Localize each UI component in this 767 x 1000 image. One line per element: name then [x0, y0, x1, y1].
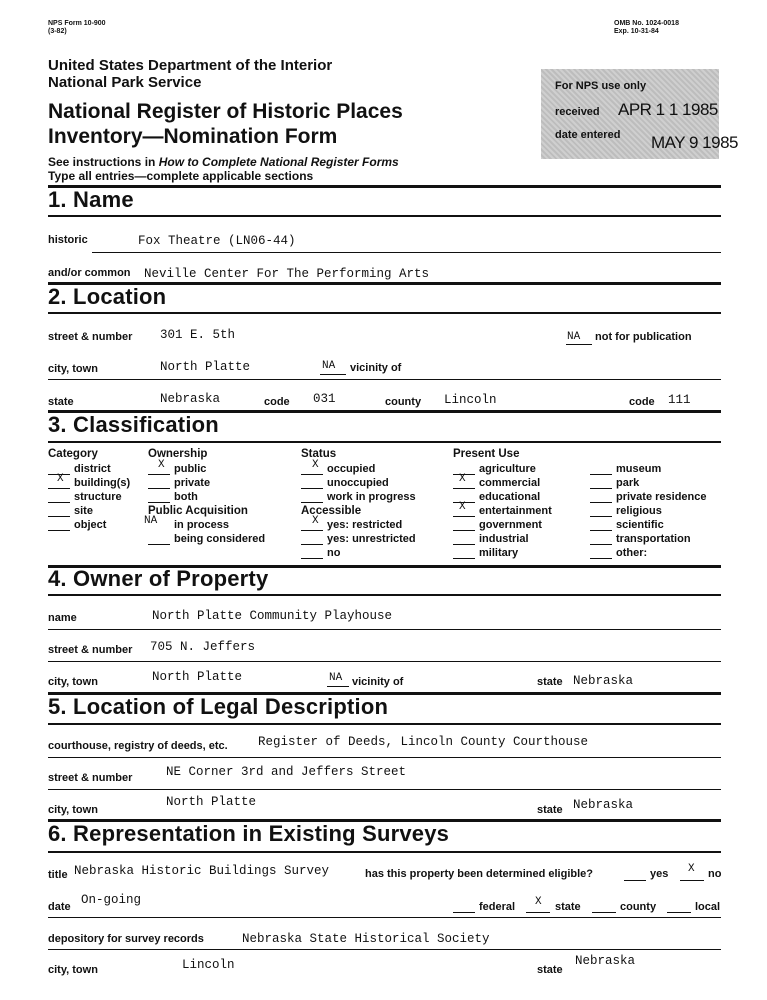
checkbox-line: [667, 912, 691, 913]
county-code-field[interactable]: 111: [668, 393, 691, 407]
category-building-mark[interactable]: X: [57, 473, 64, 485]
form-title-line2: Inventory—Nomination Form: [48, 125, 338, 148]
field-line: [48, 949, 721, 950]
category-structure[interactable]: structure: [74, 491, 122, 503]
owner-city-label: city, town: [48, 676, 98, 688]
owner-state-label: state: [537, 676, 563, 688]
section-1-heading: 1. Name: [48, 187, 134, 212]
county-field[interactable]: Lincoln: [444, 393, 497, 407]
checkbox-line: [148, 488, 170, 489]
checkbox-line: [590, 558, 612, 559]
use-educational[interactable]: educational: [479, 491, 541, 503]
county-label: county: [385, 396, 422, 408]
use-museum[interactable]: museum: [616, 463, 662, 475]
owner-city-field[interactable]: North Platte: [152, 670, 243, 684]
legal-city-field[interactable]: North Platte: [166, 795, 257, 809]
ownership-header: Ownership: [148, 448, 208, 460]
street-number-field[interactable]: 301 E. 5th: [160, 328, 236, 342]
accessible-restricted-mark[interactable]: X: [312, 515, 319, 527]
vicinity-mark[interactable]: NA: [322, 360, 336, 372]
section-rule: [48, 723, 721, 725]
state-field[interactable]: Nebraska: [160, 392, 221, 406]
survey-title-field[interactable]: Nebraska Historic Buildings Survey: [74, 864, 330, 878]
section-3-heading: 3. Classification: [48, 412, 219, 437]
date-entered-stamp: MAY 9 1985: [651, 133, 738, 152]
checkbox-line: [526, 912, 550, 913]
section-2-heading: 2. Location: [48, 284, 167, 309]
acquisition-in-process[interactable]: in process: [174, 519, 230, 531]
checkbox-line: [453, 488, 475, 489]
ownership-both[interactable]: both: [174, 491, 198, 503]
use-industrial[interactable]: industrial: [479, 533, 529, 545]
level-federal[interactable]: federal: [479, 901, 516, 913]
level-local[interactable]: local: [695, 901, 721, 913]
date-entered-label: date entered: [555, 129, 621, 141]
use-religious[interactable]: religious: [616, 505, 662, 517]
checkbox-line: [148, 502, 170, 503]
ownership-public-mark[interactable]: X: [158, 459, 165, 471]
category-site[interactable]: site: [74, 505, 93, 517]
checkbox-line: [301, 502, 323, 503]
checkbox-line: [590, 502, 612, 503]
checkbox-line: [453, 544, 475, 545]
checkbox-line: [48, 488, 70, 489]
owner-state-field[interactable]: Nebraska: [573, 674, 634, 688]
checkbox-line: [148, 474, 170, 475]
field-line: [566, 344, 592, 345]
section-rule: [48, 215, 721, 217]
vicinity-label: vicinity of: [350, 362, 402, 374]
use-agriculture[interactable]: agriculture: [479, 463, 536, 475]
checkbox-line: [301, 530, 323, 531]
instructions-line2: Type all entries—complete applicable sections: [48, 169, 314, 183]
state-code-field[interactable]: 031: [313, 392, 336, 406]
survey-date-label: date: [48, 901, 71, 913]
instructions-title: How to Complete National Register Forms: [158, 155, 399, 169]
form-title-line1: National Register of Historic Places: [48, 100, 403, 123]
form-revision: (3-82): [48, 28, 67, 35]
owner-name-field[interactable]: North Platte Community Playhouse: [152, 609, 393, 623]
expiration-date: Exp. 10-31-84: [614, 28, 659, 35]
owner-street-label: street & number: [48, 644, 133, 656]
received-stamp: APR 1 1 1985: [618, 100, 718, 119]
historic-label: historic: [48, 234, 88, 246]
city-town-label: city, town: [48, 363, 98, 375]
eligible-question: has this property been determined eligible?: [365, 868, 593, 880]
checkbox-line: [453, 516, 475, 517]
present-use-header: Present Use: [453, 448, 520, 460]
level-state[interactable]: state: [555, 901, 581, 913]
not-for-publication-label: not for publication: [595, 331, 692, 343]
legal-city-label: city, town: [48, 804, 98, 816]
field-line: [48, 917, 721, 918]
checkbox-line: [590, 488, 612, 489]
use-entertainment[interactable]: entertainment: [479, 505, 552, 517]
acquisition-being-considered[interactable]: being considered: [174, 533, 266, 545]
courthouse-field[interactable]: Register of Deeds, Lincoln County Courthouse: [258, 735, 589, 749]
checkbox-line: [590, 544, 612, 545]
use-commercial-mark[interactable]: X: [459, 473, 466, 485]
checkbox-line: [301, 544, 323, 545]
category-header: Category: [48, 448, 98, 460]
eligible-no-mark[interactable]: X: [688, 863, 695, 875]
accessible-unrestricted[interactable]: yes: unrestricted: [327, 533, 416, 545]
field-line: [92, 252, 721, 253]
accessible-no[interactable]: no: [327, 547, 341, 559]
accessible-restricted[interactable]: yes: restricted: [327, 519, 403, 531]
use-transportation[interactable]: transportation: [616, 533, 691, 545]
ownership-public[interactable]: public: [174, 463, 207, 475]
use-park[interactable]: park: [616, 477, 640, 489]
owner-name-label: name: [48, 612, 77, 624]
public-acquisition-header: Public Acquisition: [148, 505, 248, 517]
legal-street-field[interactable]: NE Corner 3rd and Jeffers Street: [166, 765, 407, 779]
status-occupied-mark[interactable]: X: [312, 459, 319, 471]
owner-vicinity-label: vicinity of: [352, 676, 404, 688]
courthouse-label: courthouse, registry of deeds, etc.: [48, 740, 228, 752]
checkbox-line: [48, 516, 70, 517]
survey-date-field[interactable]: On-going: [81, 893, 142, 907]
historic-name-field[interactable]: Fox Theatre (LN06-44): [138, 234, 296, 248]
common-name-field[interactable]: Neville Center For The Performing Arts: [144, 267, 430, 281]
status-unoccupied[interactable]: unoccupied: [327, 477, 389, 489]
section-rule: [48, 185, 721, 188]
survey-state-label: state: [537, 964, 563, 976]
field-line: [327, 686, 349, 687]
checkbox-line: [453, 530, 475, 531]
survey-city-label: city, town: [48, 964, 98, 976]
use-other[interactable]: other:: [616, 547, 648, 559]
checkbox-line: [624, 880, 646, 881]
common-name-label: and/or common: [48, 267, 131, 279]
section-rule: [48, 594, 721, 596]
checkbox-line: [48, 502, 70, 503]
section-rule: [48, 441, 721, 443]
checkbox-line: [301, 488, 323, 489]
checkbox-line: [148, 544, 170, 545]
not-for-publication-mark[interactable]: NA: [567, 331, 581, 343]
section-rule: [48, 312, 721, 314]
legal-street-label: street & number: [48, 772, 133, 784]
city-town-field[interactable]: North Platte: [160, 360, 251, 374]
field-line: [48, 661, 721, 662]
eligible-no-label[interactable]: no: [708, 868, 722, 880]
field-line: [48, 629, 721, 630]
department-name: United States Department of the Interior: [48, 57, 333, 74]
field-line: [320, 374, 346, 375]
form-number: NPS Form 10-900: [48, 20, 106, 27]
state-label: state: [48, 396, 74, 408]
checkbox-line: [453, 912, 475, 913]
use-government[interactable]: government: [479, 519, 542, 531]
checkbox-line: [453, 558, 475, 559]
checkbox-line: [301, 474, 323, 475]
section-5-heading: 5. Location of Legal Description: [48, 694, 389, 719]
checkbox-line: [590, 516, 612, 517]
checkbox-line: [680, 880, 704, 881]
legal-state-label: state: [537, 804, 563, 816]
county-code-label: code: [629, 396, 655, 408]
checkbox-line: [590, 530, 612, 531]
survey-title-label: title: [48, 869, 68, 881]
checkbox-line: [301, 558, 323, 559]
status-occupied[interactable]: occupied: [327, 463, 376, 475]
survey-city-field[interactable]: Lincoln: [182, 958, 235, 972]
omb-number: OMB No. 1024-0018: [614, 20, 679, 27]
field-line: [48, 789, 721, 790]
category-building[interactable]: building(s): [74, 477, 131, 489]
code-label: code: [264, 396, 290, 408]
ownership-private[interactable]: private: [174, 477, 211, 489]
level-state-mark[interactable]: X: [535, 896, 542, 908]
section-4-heading: 4. Owner of Property: [48, 566, 269, 591]
use-military[interactable]: military: [479, 547, 519, 559]
survey-state-field[interactable]: Nebraska: [575, 954, 636, 968]
instructions-prefix: See instructions in: [48, 155, 159, 169]
category-district[interactable]: district: [74, 463, 111, 475]
status-header: Status: [301, 448, 337, 460]
checkbox-line: [592, 912, 616, 913]
legal-state-field[interactable]: Nebraska: [573, 798, 634, 812]
street-number-label: street & number: [48, 331, 133, 343]
section-6-heading: 6. Representation in Existing Surveys: [48, 821, 450, 846]
checkbox-line: [48, 530, 70, 531]
acquisition-in-process-mark[interactable]: NA: [144, 515, 158, 527]
service-name: National Park Service: [48, 74, 202, 91]
field-line: [48, 757, 721, 758]
use-entertainment-mark[interactable]: X: [459, 501, 466, 513]
section-rule: [48, 851, 721, 853]
level-county[interactable]: county: [620, 901, 657, 913]
field-line: [48, 379, 721, 380]
depository-field[interactable]: Nebraska State Historical Society: [242, 932, 490, 946]
use-private-residence[interactable]: private residence: [616, 491, 707, 503]
use-commercial[interactable]: commercial: [479, 477, 541, 489]
owner-street-field[interactable]: 705 N. Jeffers: [150, 640, 256, 654]
category-object[interactable]: object: [74, 519, 107, 531]
owner-vicinity-mark[interactable]: NA: [329, 672, 343, 684]
received-label: received: [555, 106, 600, 118]
nps-use-only-label: For NPS use only: [555, 80, 647, 92]
status-work-in-progress[interactable]: work in progress: [327, 491, 416, 503]
checkbox-line: [590, 474, 612, 475]
use-scientific[interactable]: scientific: [616, 519, 664, 531]
accessible-header: Accessible: [301, 505, 362, 517]
instructions-line1: [48, 155, 399, 169]
depository-label: depository for survey records: [48, 933, 204, 945]
eligible-yes-label[interactable]: yes: [650, 868, 669, 880]
